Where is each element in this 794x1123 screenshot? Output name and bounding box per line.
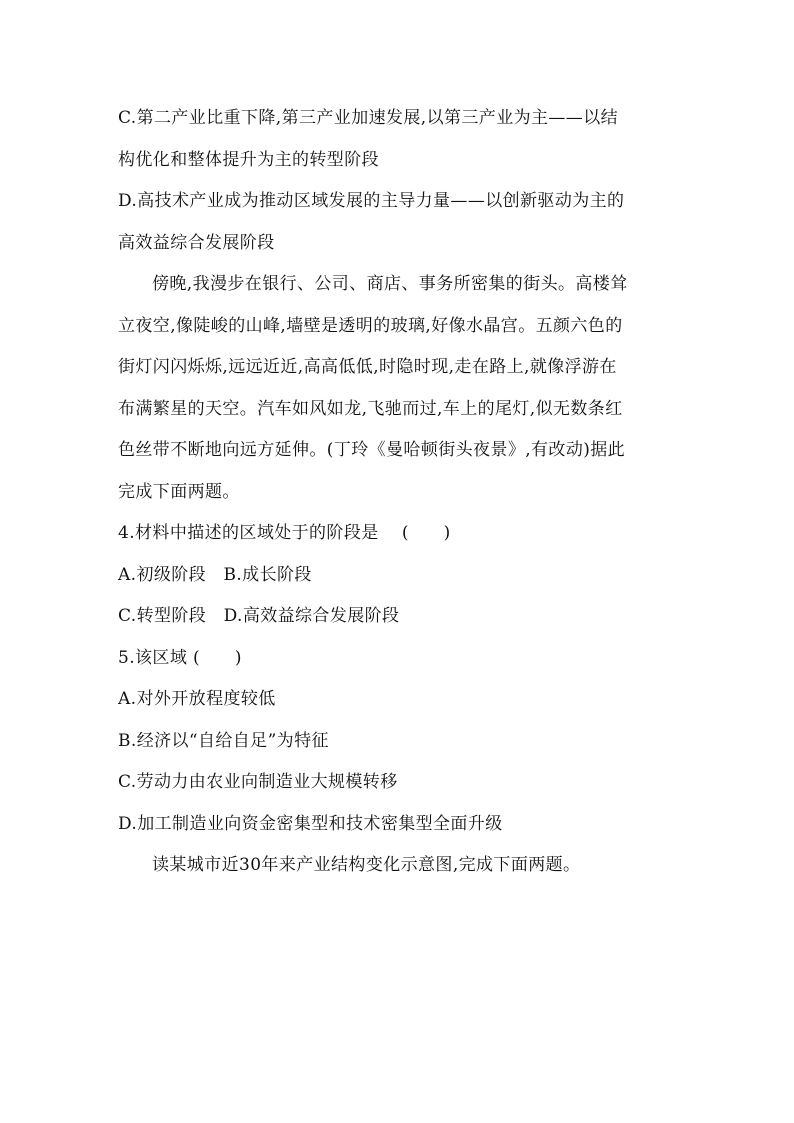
- passage-line-6: 完成下面两题。: [118, 482, 240, 502]
- option-d-line-2: 高效益综合发展阶段: [118, 233, 275, 253]
- question-5-stem: 5.该区域 ( ): [118, 648, 242, 668]
- question-5-option-b: B.经济以“自给自足”为特征: [118, 731, 329, 751]
- question-5-option-d: D.加工制造业向资金密集型和技术密集型全面升级: [118, 814, 503, 834]
- passage-line-3: 街灯闪闪烁烁,远远近近,高高低低,时隐时现,走在路上,就像浮游在: [118, 357, 617, 377]
- option-d-line-1: D.高技术产业成为推动区域发展的主导力量——以创新驱动为主的: [118, 191, 625, 211]
- passage-line-4: 布满繁星的天空。汽车如风如龙,飞驰而过,车上的尾灯,似无数条红: [118, 399, 623, 419]
- option-c-line-1: C.第二产业比重下降,第三产业加速发展,以第三产业为主——以结: [118, 108, 619, 128]
- question-4-options-ab: A.初级阶段 B.成长阶段: [118, 565, 312, 585]
- question-4-stem: 4.材料中描述的区域处于的阶段是 ( ): [118, 523, 451, 543]
- passage-line-1: 傍晚,我漫步在银行、公司、商店、事务所密集的街头。高楼耸: [152, 274, 628, 294]
- next-question-intro: 读某城市近30年来产业结构变化示意图,完成下面两题。: [152, 855, 581, 875]
- passage-line-2: 立夜空,像陡峻的山峰,墙壁是透明的玻璃,好像水晶宫。五颜六色的: [118, 316, 623, 336]
- option-c-line-2: 构优化和整体提升为主的转型阶段: [118, 150, 379, 170]
- question-5-option-c: C.劳动力由农业向制造业大规模转移: [118, 772, 398, 792]
- question-5-option-a: A.对外开放程度较低: [118, 689, 276, 709]
- question-4-options-cd: C.转型阶段 D.高效益综合发展阶段: [118, 606, 400, 626]
- passage-line-5: 色丝带不断地向远方延伸。(丁玲《曼哈顿街头夜景》,有改动)据此: [118, 440, 626, 460]
